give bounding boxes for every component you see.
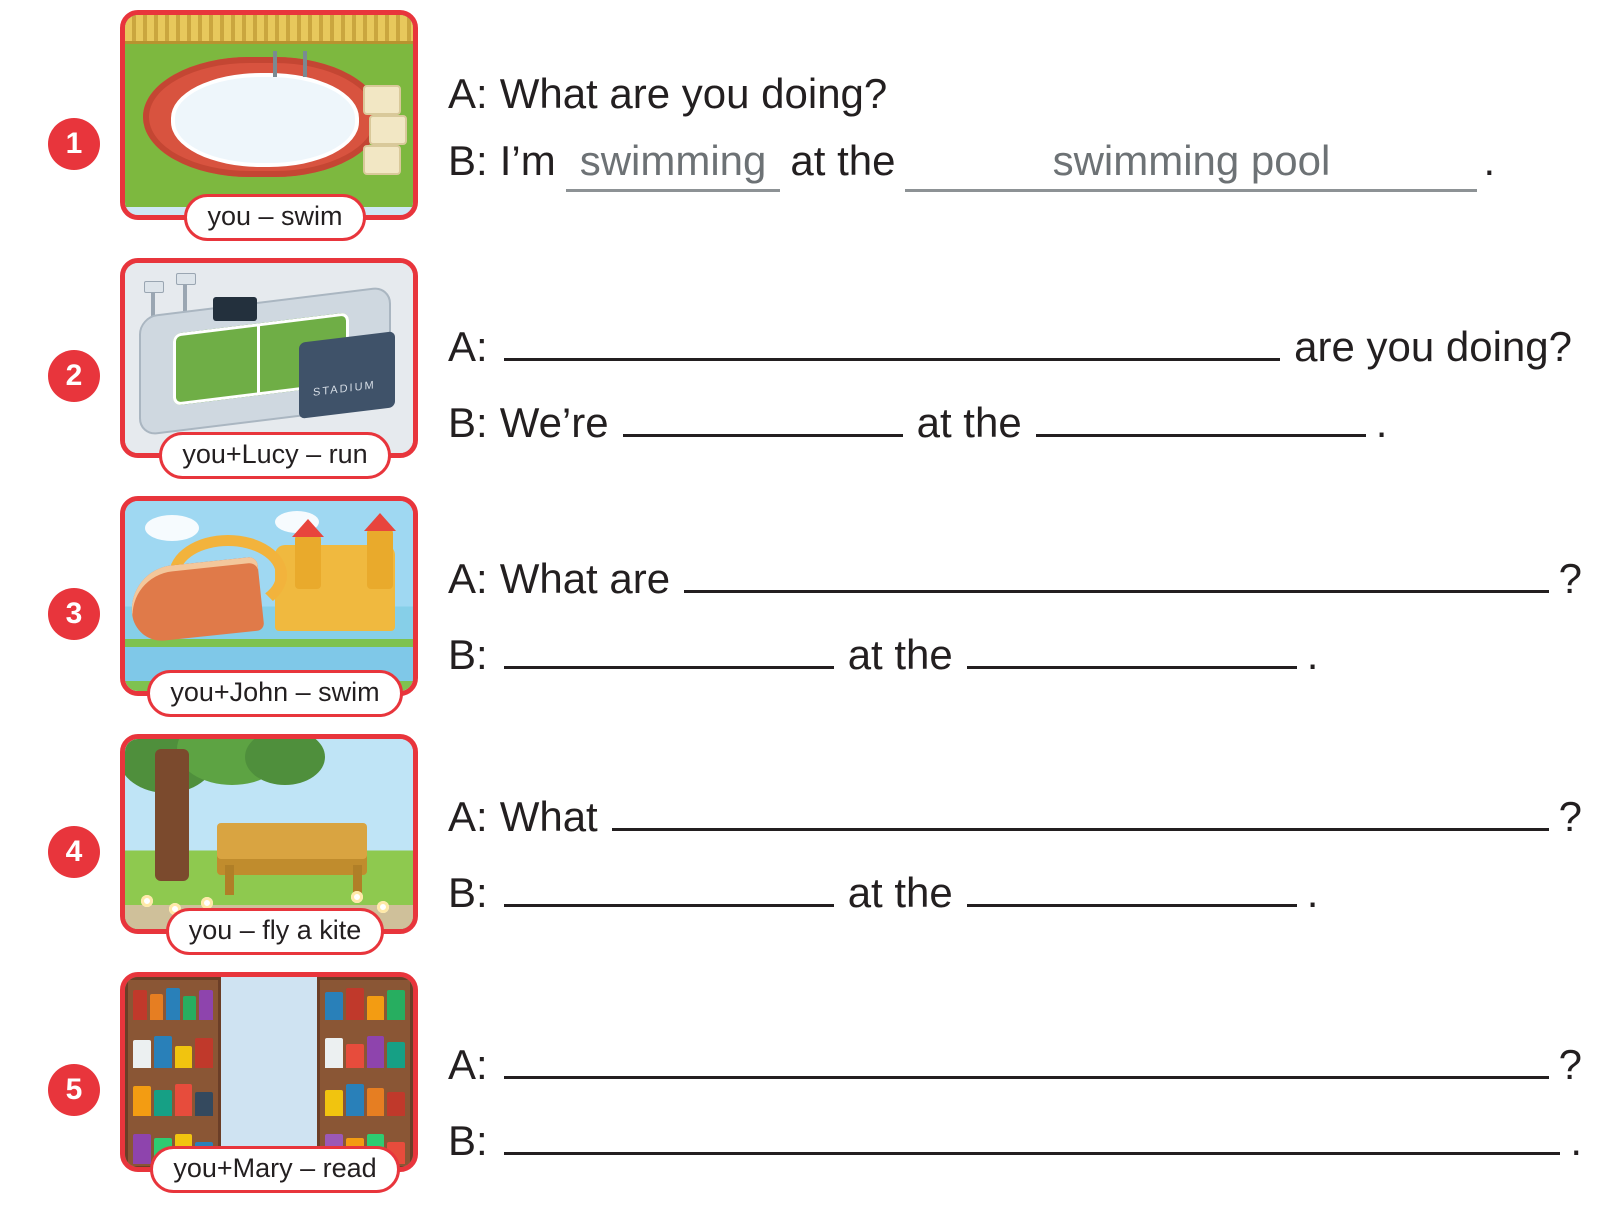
line-b-middle: at the (847, 630, 953, 678)
caption-wrap-1 (120, 194, 430, 241)
item-number-badge: 5 (48, 1064, 100, 1116)
item-caption: you – fly a kite (166, 908, 385, 955)
speaker-label-a: A: (448, 323, 488, 370)
speaker-label-b: B: (448, 630, 488, 678)
answer-blank[interactable] (612, 784, 1549, 831)
stadium-illustration: STADIUM (120, 258, 418, 458)
filled-answer-verb[interactable]: swimming (566, 135, 781, 193)
picture-column-3 (120, 496, 430, 717)
water-park-illustration (120, 496, 418, 696)
picture-column-4 (120, 734, 430, 955)
park-bench-illustration (120, 734, 418, 934)
line-b-prefix: We’re (499, 398, 609, 446)
speaker-label-a: A: (448, 793, 488, 840)
dialogue-2 (430, 258, 1602, 449)
answer-blank[interactable] (1036, 390, 1366, 437)
speaker-label-b: B: (448, 1116, 488, 1164)
speaker-label-b: B: (448, 398, 488, 446)
dialogue-line-a (448, 546, 1582, 606)
picture-column-1 (120, 10, 430, 241)
dialogue-line-a (448, 68, 1582, 121)
dialogue-3 (430, 496, 1602, 681)
speaker-label-a: A: (448, 1041, 488, 1088)
speaker-label-b: B: (448, 136, 488, 184)
dialogue-line-b (448, 1108, 1582, 1168)
line-b-prefix: I’m (499, 136, 556, 184)
line-b-middle: at the (847, 868, 953, 916)
line-a-text: What are you doing? (499, 70, 888, 117)
exercise-item-2 (0, 258, 1602, 496)
line-b-endmark: . (1306, 630, 1319, 678)
answer-blank[interactable] (504, 622, 834, 669)
line-b-middle: at the (916, 398, 1022, 446)
caption-wrap-5 (120, 1146, 430, 1193)
item-caption: you+Lucy – run (159, 432, 390, 479)
answer-blank[interactable] (504, 1032, 1549, 1079)
item-number-badge: 1 (48, 118, 100, 170)
dialogue-1 (430, 10, 1602, 192)
item-caption: you+Mary – read (150, 1146, 399, 1193)
line-b-endmark: . (1483, 136, 1496, 184)
dialogue-line-b (448, 390, 1582, 450)
dialogue-line-a (448, 1032, 1582, 1092)
picture-column-2 (120, 258, 430, 479)
line-a-endmark: ? (1558, 1041, 1582, 1088)
exercise-item-3 (0, 496, 1602, 734)
caption-wrap-4 (120, 908, 430, 955)
swimming-pool-illustration (120, 10, 418, 220)
line-b-middle: at the (790, 136, 896, 184)
dialogue-line-a (448, 314, 1582, 374)
item-number-badge: 3 (48, 588, 100, 640)
line-a-prefix: What (499, 793, 598, 840)
line-b-endmark: . (1570, 1116, 1582, 1164)
library-illustration (120, 972, 418, 1172)
line-a-endmark: ? (1558, 793, 1582, 840)
speaker-label-a: A: (448, 70, 488, 117)
answer-blank[interactable] (504, 860, 834, 907)
dialogue-line-b (448, 860, 1582, 920)
answer-blank[interactable] (967, 622, 1297, 669)
filled-answer-place[interactable]: swimming pool (905, 135, 1477, 193)
item-number-badge: 4 (48, 826, 100, 878)
line-b-endmark: . (1306, 868, 1319, 916)
dialogue-line-b (448, 135, 1582, 193)
line-a-tail: are you doing? (1294, 323, 1572, 370)
dialogue-5 (430, 972, 1602, 1167)
exercise-item-1 (0, 10, 1602, 258)
dialogue-4 (430, 734, 1602, 919)
speaker-label-a: A: (448, 555, 488, 602)
caption-wrap-2 (120, 432, 430, 479)
speaker-label-b: B: (448, 868, 488, 916)
answer-blank[interactable] (504, 314, 1280, 361)
picture-column-5 (120, 972, 430, 1193)
line-a-endmark: ? (1558, 555, 1582, 602)
answer-blank[interactable] (967, 860, 1297, 907)
exercise-item-4 (0, 734, 1602, 972)
caption-wrap-3 (120, 670, 430, 717)
exercise-item-5 (0, 972, 1602, 1210)
answer-blank[interactable] (684, 546, 1549, 593)
dialogue-line-b (448, 622, 1582, 682)
answer-blank[interactable] (623, 390, 903, 437)
line-a-prefix: What are (499, 555, 671, 602)
item-caption: you – swim (184, 194, 365, 241)
line-b-endmark: . (1375, 398, 1388, 446)
item-caption: you+John – swim (147, 670, 402, 717)
item-number-badge: 2 (48, 350, 100, 402)
dialogue-line-a (448, 784, 1582, 844)
answer-blank[interactable] (504, 1108, 1561, 1155)
